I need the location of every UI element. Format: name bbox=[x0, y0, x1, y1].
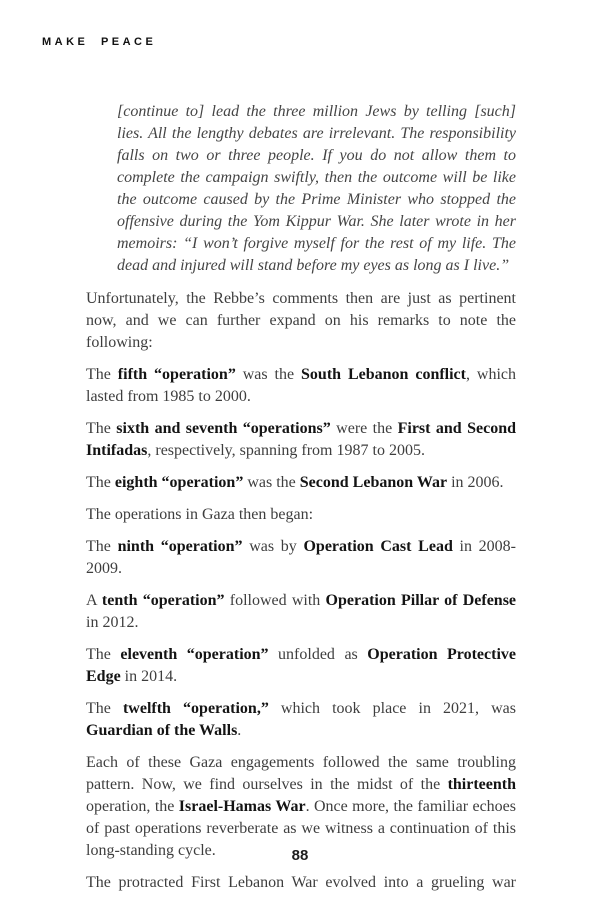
text-run: was the bbox=[235, 366, 302, 383]
text-run: The protracted First Lebanon War evolved into a grueling war bbox=[86, 874, 516, 891]
page-content bbox=[86, 101, 516, 900]
paragraph bbox=[86, 644, 516, 688]
paragraph bbox=[86, 872, 516, 894]
bold-text-run: First and Second Intifadas bbox=[86, 420, 516, 459]
text-run: The bbox=[86, 366, 118, 383]
paragraph bbox=[86, 418, 516, 462]
text-run: , which lasted from 1985 to 2000. bbox=[86, 366, 517, 405]
text-run: A bbox=[86, 592, 102, 609]
bold-text-run: ninth “operation” bbox=[117, 538, 243, 555]
page-number: 88 bbox=[291, 847, 309, 864]
text-run: The bbox=[86, 474, 115, 491]
text-run: was the bbox=[243, 474, 300, 491]
bold-text-run: Operation Protective Edge bbox=[86, 646, 516, 685]
text-run: in 2014. bbox=[120, 668, 178, 685]
paragraph bbox=[86, 504, 516, 526]
paragraph bbox=[86, 536, 516, 580]
bold-text-run: fifth “operation” bbox=[117, 366, 236, 383]
bold-text-run: South Lebanon conflict bbox=[301, 366, 466, 383]
text-run: Unfortunately, the Rebbe’s comments then are just as pertinent now, and we can further expand on his remarks to note the following: bbox=[86, 290, 516, 351]
paragraph bbox=[86, 472, 516, 494]
running-header: MAKE PEACE bbox=[42, 36, 157, 48]
text-run: . bbox=[237, 722, 242, 739]
text-run: The bbox=[86, 538, 118, 555]
bold-text-run: Operation Cast Lead bbox=[303, 538, 453, 555]
text-run: The bbox=[86, 420, 117, 437]
text-run: operation, the bbox=[86, 798, 179, 815]
bold-text-run: Operation Pillar of Defense bbox=[325, 592, 517, 609]
bold-text-run: Guardian of the Walls bbox=[86, 722, 238, 739]
body-paragraphs bbox=[86, 288, 516, 894]
paragraph bbox=[86, 590, 516, 634]
text-run: Each of these Gaza engagements followed the same troubling pattern. Now, we find ourselves in the midst of the bbox=[86, 754, 516, 793]
text-run: was by bbox=[242, 538, 304, 555]
bold-text-run: tenth “operation” bbox=[101, 592, 225, 609]
text-run: The bbox=[86, 700, 123, 717]
paragraph bbox=[86, 752, 516, 862]
text-run: which took place in 2021, was bbox=[268, 700, 517, 717]
text-run: followed with bbox=[224, 592, 326, 609]
text-run: , respectively, spanning from 1987 to 2005. bbox=[147, 442, 425, 459]
text-run: . Once more, the familiar echoes of past operations reverberate as we witness a continuation of this long-standing cycle. bbox=[86, 798, 516, 859]
bold-text-run: twelfth “operation,” bbox=[122, 700, 269, 717]
text-run: were the bbox=[330, 420, 398, 437]
text-run: in 2006. bbox=[447, 474, 504, 491]
paragraph bbox=[86, 364, 516, 408]
text-run: in 2008-2009. bbox=[86, 538, 517, 577]
paragraph bbox=[86, 288, 516, 354]
text-run: in 2012. bbox=[86, 614, 139, 631]
paragraph bbox=[86, 698, 516, 742]
text-run: unfolded as bbox=[268, 646, 368, 663]
bold-text-run: sixth and seventh “operations” bbox=[116, 420, 331, 437]
bold-text-run: thirteenth bbox=[447, 776, 516, 793]
bold-text-run: eleventh “operation” bbox=[120, 646, 269, 663]
block-quote: [continue to] lead the three million Jews by telling [such] lies. All the lengthy debates are irrelevant. The responsibility falls on two or three people. If you do not allow them to complete the campaign swiftly, then the outcome will be like the outcome caused by the Prime Minister who stopped the offensive during the Yom Kippur War. She later wrote in her memoirs: “I won’t forgive myself for the rest of my life. The dead and injured will stand before my eyes as long as I live.” bbox=[117, 103, 516, 274]
text-run: The operations in Gaza then began: bbox=[86, 506, 314, 523]
bold-text-run: Second Lebanon War bbox=[299, 474, 448, 491]
text-run: The bbox=[86, 646, 121, 663]
bold-text-run: eighth “operation” bbox=[114, 474, 244, 491]
bold-text-run: Israel-Hamas War bbox=[178, 798, 306, 815]
